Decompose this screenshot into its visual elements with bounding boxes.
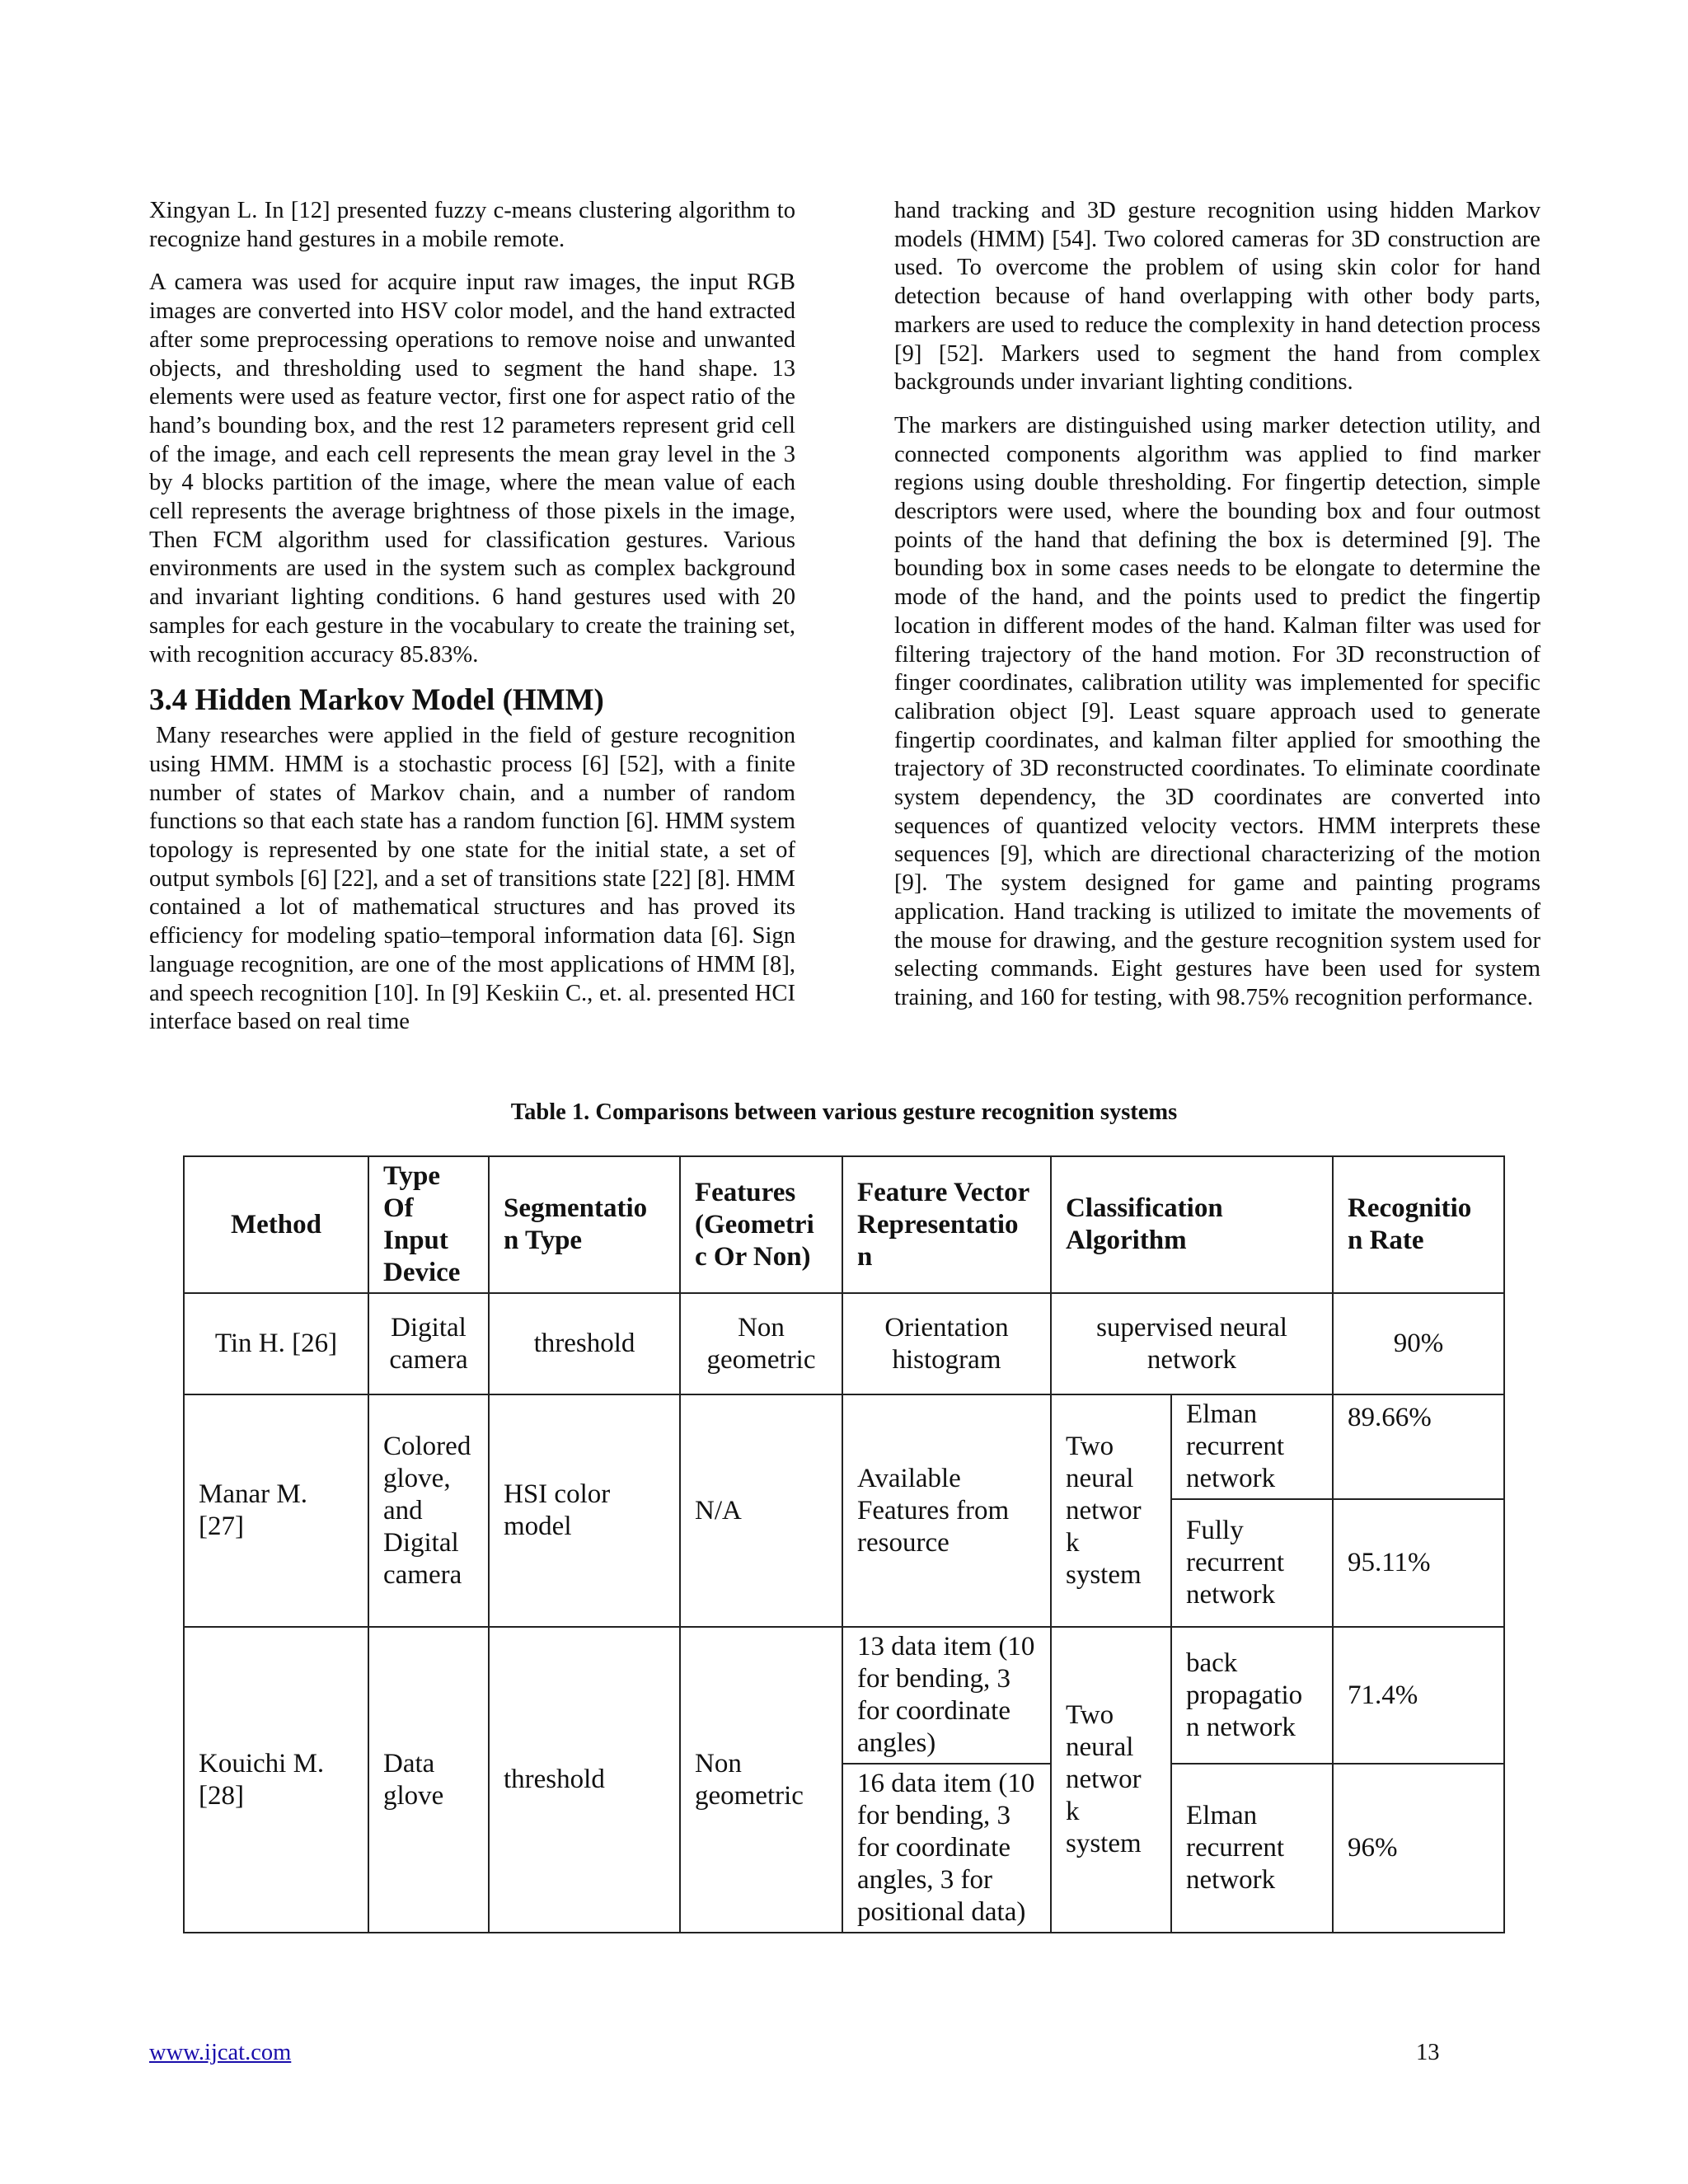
table-row bbox=[184, 1394, 1504, 1499]
page-number: 13 bbox=[1416, 2040, 1440, 2065]
cell-features: N/A bbox=[680, 1394, 842, 1627]
cell-features: Non geometric bbox=[680, 1293, 842, 1394]
comparison-table bbox=[183, 1155, 1505, 1933]
cell-recognition-rate: 71.4% bbox=[1333, 1627, 1504, 1764]
cell-input-device: Colored glove, and Digital camera bbox=[368, 1394, 489, 1627]
cell-recognition-rate: 96% bbox=[1333, 1764, 1504, 1933]
cell-input-device: Digital camera bbox=[368, 1293, 489, 1394]
cell-sub-algorithm: back propagatio n network bbox=[1171, 1627, 1333, 1764]
header-input-device: Type Of Input Device bbox=[368, 1156, 489, 1293]
cell-segmentation: threshold bbox=[489, 1627, 680, 1933]
right-column bbox=[894, 197, 1540, 1028]
header-features: Features (Geometri c Or Non) bbox=[680, 1156, 842, 1293]
cell-feature-vector: Orientation histogram bbox=[842, 1293, 1051, 1394]
cell-sub-algorithm: Elman recurrent network bbox=[1171, 1394, 1333, 1499]
table-header-row bbox=[184, 1156, 1504, 1293]
cell-method: Kouichi M. [28] bbox=[184, 1627, 368, 1933]
paragraph: A camera was used for acquire input raw images, the input RGB images are converted into HSV color model, and the hand extracted after some preprocessing operations to remove noise and unwanted objects, and thresholding used to segment the hand shape. 13 elements were used as feature vector, first one for aspect ratio of the hand’s bounding box, and the rest 12 parameters represent grid cell of the image, and each cell represents the mean gray level in the 3 by 4 blocks partition of the image, where the mean value of each cell represents the average brightness of those pixels in the image, Then FCM algorithm used for classification gestures. Various environments are used in the system such as complex background and invariant lighting conditions. 6 hand gestures used with 20 samples for each gesture in the vocabulary to create the training set, with recognition accuracy 85.83%. bbox=[149, 269, 795, 668]
cell-classification: supervised neural network bbox=[1051, 1293, 1333, 1394]
header-feature-vector: Feature Vector Representatio n bbox=[842, 1156, 1051, 1293]
footer-link[interactable]: www.ijcat.com bbox=[149, 2040, 292, 2065]
cell-method: Manar M. [27] bbox=[184, 1394, 368, 1627]
cell-input-device: Data glove bbox=[368, 1627, 489, 1933]
cell-feature-vector: Available Features from resource bbox=[842, 1394, 1051, 1627]
paragraph: The markers are distinguished using marker detection utility, and connected components algorithm was applied to find marker regions using double thresholding. For fingertip detection, simple descriptors were used, where the bounding box and four outmost points of the hand that defining the box is determined [9]. The bounding box in some cases needs to be elongate to determine the mode of the hand, and the points used to predict the fingertip location in different modes of the hand. Kalman filter was used for filtering trajectory of the hand motion. For 3D reconstruction of finger coordinates, calibration utility was implemented for specific calibration object [9]. Least square approach used to generate fingertip coordinates, and kalman filter applied for smoothing the trajectory of 3D reconstructed coordinates. To eliminate coordinate system dependency, the 3D coordinates are converted into sequences of quantized velocity vectors. HMM interprets these sequences [9], which are directional characterizing of the motion [9]. The system designed for game and painting programs application. Hand tracking is utilized to imitate the movements of the mouse for drawing, and the gesture recognition system used for selecting commands. Eight gestures have been used for system training, and 160 for testing, with 98.75% recognition performance. bbox=[894, 412, 1540, 1010]
cell-classification: Two neural networ k system bbox=[1051, 1627, 1171, 1933]
left-column bbox=[149, 197, 795, 1052]
cell-segmentation: HSI color model bbox=[489, 1394, 680, 1627]
cell-feature-vector: 13 data item (10 for bending, 3 for coordinate angles) bbox=[842, 1627, 1051, 1764]
cell-recognition-rate: 89.66% bbox=[1333, 1394, 1504, 1499]
paragraph: Xingyan L. In [12] presented fuzzy c-means clustering algorithm to recognize hand gestures in a mobile remote. bbox=[149, 198, 795, 252]
cell-segmentation: threshold bbox=[489, 1293, 680, 1394]
header-method: Method bbox=[184, 1156, 368, 1293]
header-segmentation: Segmentatio n Type bbox=[489, 1156, 680, 1293]
cell-recognition-rate: 90% bbox=[1333, 1293, 1504, 1394]
table-row bbox=[184, 1293, 1504, 1394]
paragraph: Many researches were applied in the field of gesture recognition using HMM. HMM is a stochastic process [6] [52], with a finite number of states of Markov chain, and a number of random functions so that each state has a random function [6]. HMM system topology is represented by one state for the initial state, a set of output symbols [6] [22], and a set of transitions state [22] [8]. HMM contained a lot of mathematical structures and has proved its efficiency for modeling spatio–temporal information data [6]. Sign language recognition, are one of the most applications of HMM [8], and speech recognition [10]. In [9] Keskiin C., et. al. presented HCI interface based on real time bbox=[149, 723, 795, 1035]
cell-classification: Two neural networ k system bbox=[1051, 1394, 1171, 1627]
paragraph: hand tracking and 3D gesture recognition using hidden Markov models (HMM) [54]. Two colored cameras for 3D construction are used. To overcome the problem of using skin color for hand detection because of hand overlapping with other body parts, markers are used to reduce the complexity in hand detection process [9] [52]. Markers used to segment the hand from complex backgrounds under invariant lighting conditions. bbox=[894, 198, 1540, 396]
cell-method: Tin H. [26] bbox=[184, 1293, 368, 1394]
cell-sub-algorithm: Fully recurrent network bbox=[1171, 1499, 1333, 1627]
cell-features: Non geometric bbox=[680, 1627, 842, 1933]
header-recognition-rate: Recognitio n Rate bbox=[1333, 1156, 1504, 1293]
table-row bbox=[184, 1627, 1504, 1764]
section-heading: 3.4 Hidden Markov Model (HMM) bbox=[149, 683, 604, 718]
cell-feature-vector: 16 data item (10 for bending, 3 for coordinate angles, 3 for positional data) bbox=[842, 1764, 1051, 1933]
table-caption: Table 1. Comparisons between various gesture recognition systems bbox=[510, 1099, 1178, 1125]
cell-sub-algorithm: Elman recurrent network bbox=[1171, 1764, 1333, 1933]
cell-recognition-rate: 95.11% bbox=[1333, 1499, 1504, 1627]
header-classification: Classification Algorithm bbox=[1051, 1156, 1333, 1293]
